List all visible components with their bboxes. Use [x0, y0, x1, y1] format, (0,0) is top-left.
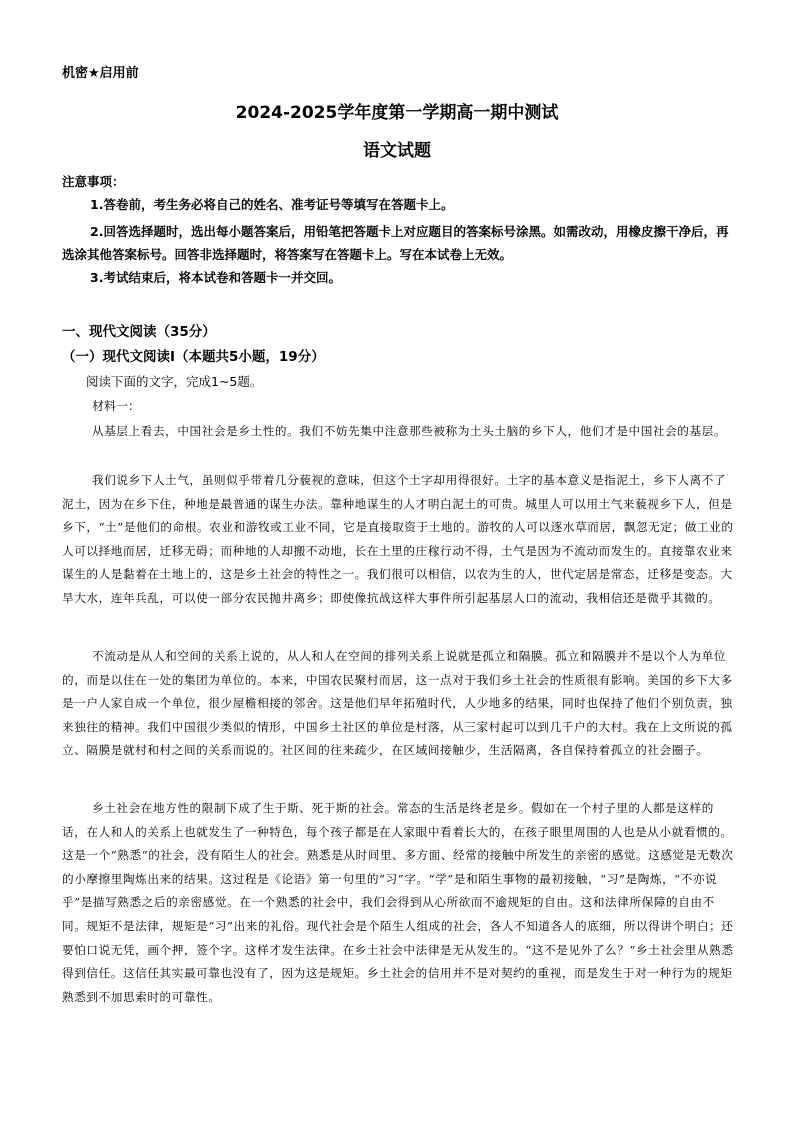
exam-title: 2024-2025学年度第一学期高一期中测试	[235, 103, 559, 123]
passage-paragraph: 不流动是从人和空间的关系上说的，从人和人在空间的排列关系上说就是孤立和隔膜。孤立和隔膜并不是以个人为单位的，而是以住在一处的集团为单位的。本来，中国农民聚村而居，这一点对于我们乡土社会的性质很有影响。美国的乡下大多是一户人家自成一个单位，很少屋檐相接的邻舍。这是他们早年拓殖时代，人少地多的结果，同时也保持了他们个别负责，独来独往的精神。我们中国很少类似的情形，中国乡土社区的单位是村落，从三家村起可以到几千户的大村。我在上文所说的孤立、隔膜是就村和村之间的关系而说的。社区间的往来疏少，在区域间接触少，生活隔离，各自保持着孤立的社会圈子。	[62, 649, 733, 758]
notice-item: 3.考试结束后，将本试卷和答题卡一并交回。	[90, 270, 341, 285]
passage-paragraph: 从基层上看去，中国社会是乡土性的。我们不妨先集中注意那些被称为土头土脑的乡下人，他们才是中国社会的基层。	[92, 424, 727, 438]
notice-item: 1.答卷前，考生务必将自己的姓名、准考证号等填写在答题卡上。	[90, 197, 454, 212]
passage-paragraph: 我们说乡下人土气，虽则似乎带着几分藐视的意味，但这个土字却用得很好。土字的基本意义是指泥土，乡下人离不了泥土，因为在乡下住，种地是最普通的谋生办法。靠种地谋生的人才明白泥土的可贵。城里人可以用土气来藐视乡下人，但是乡下，“土”是他们的命根。农业和游牧或工业不同，它是直接取资于土地的。游牧的人可以逐水草而居，飘忽无定；做工业的人可以择地而居，迁移无碍；而种地的人却搬不动地，长在土里的庄稼行动不得，土气是因为不流动而发生的。直接靠农业来谋生的人是黏着在土地上的，这是乡土社会的特性之一。我们很可以相信，以农为生的人，世代定居是常态，迁移是变态。大旱大水，连年兵乱，可以使一部分农民抛井离乡；即使像抗战这样大事件所引起基层人口的流动，我相信还是微乎其微的。	[62, 473, 734, 605]
notice-heading: 注意事项：	[62, 174, 125, 189]
section-subtitle: （一）现代文阅读Ⅰ（本题共5小题，19分）	[62, 349, 325, 365]
confidential-label: 机密★启用前	[62, 66, 139, 81]
material-label: 材料一：	[92, 399, 141, 413]
section-title: 一、现代文阅读（35分）	[62, 324, 216, 340]
passage-paragraph: 乡土社会在地方性的限制下成了生于斯、死于斯的社会。常态的生活是终老是乡。假如在一个村子里的人都是这样的话，在人和人的关系上也就发生了一种特色，每个孩子都是在人家眼中看着长大的，在孩子眼里周围的人也是从小就看惯的。这是一个“熟悉”的社会，没有陌生人的社会。熟悉是从时间里、多方面、经常的接触中所发生的亲密的感觉。这感觉是无数次的小摩擦里陶炼出来的结果。这过程是《论语》第一句里的“习”字。“学”是和陌生事物的最初接触，“习”是陶炼，“不亦说乎”是描写熟悉之后的亲密感觉。在一个熟悉的社会中，我们会得到从心所欲而不逾规矩的自由。这和法律所保障的自由不同。规矩不是法律，规矩是“习”出来的礼俗。现代社会是个陌生人组成的社会，各人不知道各人的底细，所以得讲个明白；还要怕口说无凭，画个押，签个字。这样才发生法律。在乡土社会中法律是无从发生的。“这不是见外了么？”乡土社会里从熟悉得到信任。这信任其实最可靠也没有了，因为这是规矩。乡土社会的信用并不是对契约的重视，而是发生于对一种行为的规矩熟悉到不加思索时的可靠性。	[62, 801, 734, 1004]
notice-item: 2.回答选择题时，选出每小题答案后，用铅笔把答题卡上对应题目的答案标号涂黑。如需改动，用橡皮擦干净后，再选涂其他答案标号。回答非选择题时，将答案写在答题卡上。写在本试卷上无效。	[62, 224, 729, 262]
reading-instruction: 阅读下面的文字，完成1~5题。	[86, 374, 263, 389]
subject-title: 语文试题	[363, 141, 431, 161]
